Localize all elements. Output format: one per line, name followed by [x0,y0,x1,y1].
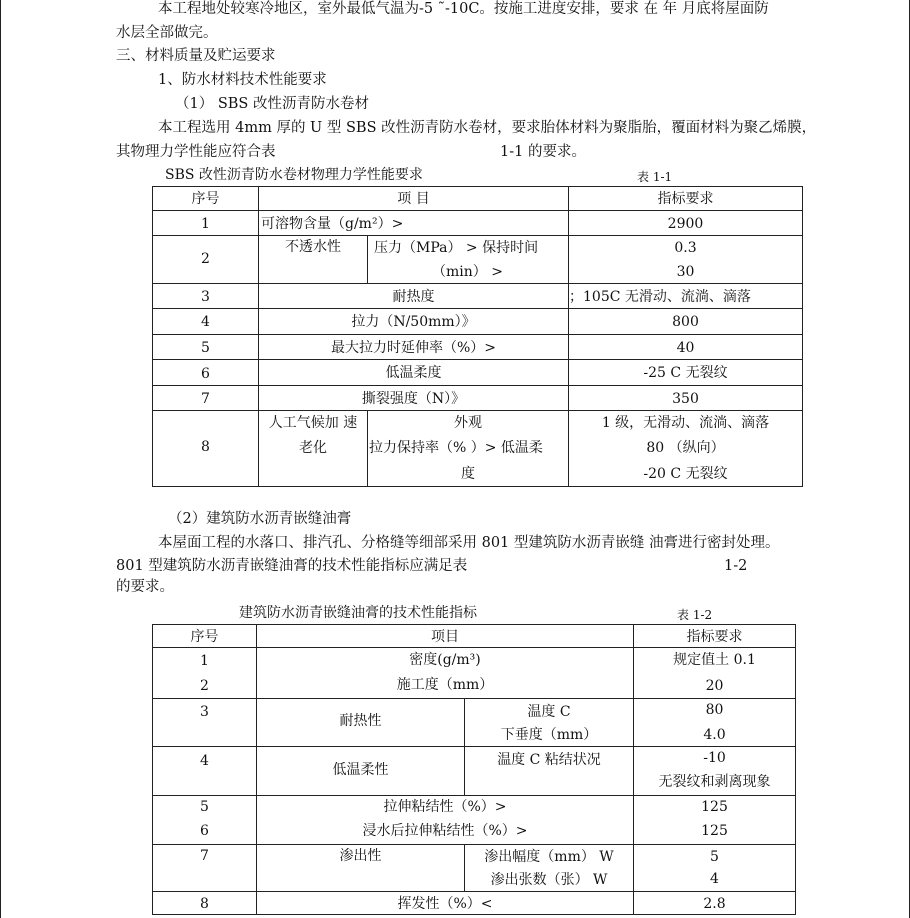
table-2-row-7-no: 7 [200,848,209,864]
table-1-row-7-no: 7 [201,391,210,407]
paragraph-1-line-1: 本工程选用 4mm 厚的 U 型 SBS 改性沥青防水卷材，要求胎体材料为聚脂胎，覆面材料为聚乙烯膜， [158,120,817,136]
table-2-row-8-value: 2.8 [703,896,726,912]
table-2-row-7-item: 渗出性 [339,848,382,864]
table-2-row-7-sub-1: 渗出幅度（mm） W [484,849,614,865]
table-2-row-4-no: 4 [200,753,209,769]
table-1-row-1-value: 2900 [667,216,704,232]
table-1-row-3-no: 3 [201,289,210,305]
table-2-row-7-sub-2: 渗出张数（张） W [490,872,608,888]
table-1-header-no: 序号 [191,191,220,207]
table-2-row-7-value-1: 5 [710,849,719,865]
table-2-row-8-item: 挥发性（%）< [397,896,493,912]
table-2-row-2-value: 20 [705,678,724,694]
table-1-row-2-value-2: 30 [676,264,695,280]
section-3-title: 三、材料质量及贮运要求 [116,48,276,64]
table-2-row-3-value-2: 4.0 [703,727,726,743]
paragraph-1-line-2b: 1-1 的要求。 [500,144,586,160]
table-1-row-8-value-3: -20 C 无裂纹 [643,466,728,482]
subsection-1-title: 1、防水材料技术性能要求 [158,72,327,88]
table-2-row-3-sub-2: 下垂度（mm） [500,727,598,743]
table-2-row-7-value-2: 4 [710,871,719,887]
table-1-row-2-value-1: 0.3 [674,240,697,256]
table-2-row-5-no: 5 [200,799,209,815]
table-2-header-no: 序号 [190,629,219,645]
table-1-row-7-value: 350 [672,391,699,407]
table-1-row-3-item: 耐热度 [392,289,435,305]
table-1-row-8-item-1: 人工气候加 速 [268,415,358,431]
paragraph-2-line-2a: 801 型建筑防水沥青嵌缝油膏的技术性能指标应满足表 [116,558,468,574]
table-1-row-6-value: -25 C 无裂纹 [643,365,728,381]
table-2-number: 表 1-2 [677,608,713,622]
table-1-row-8-value-2: 80 （纵向） [646,440,725,456]
table-1-row-8-value-1: 1 级，无滑动、流淌、滴落 [601,415,770,431]
table-1-row-1-item: 可溶物含量（g/m²）> [261,216,404,232]
table-2-row-4-value-1: -10 [703,750,726,766]
table-2-row-2-item: 施工度（mm） [396,677,494,693]
table-1-row-2-sub-2: （min） > [432,264,503,280]
paragraph-2-line-3: 的要求。 [116,579,174,595]
table-1-row-7-item: 撕裂强度（N）》 [361,391,466,407]
table-2-header-item: 项目 [431,629,459,645]
table-1-row-2-sub-1: 压力（MPa） > 保持时间 [374,240,539,256]
table-2-row-6-no: 6 [200,823,209,839]
table-1-row-6-item: 低温柔度 [385,365,442,381]
subsection-1a-title: （1） SBS 改性沥青防水卷材 [175,96,369,112]
table-2-row-5-item: 拉伸粘结性（%）> [383,799,507,815]
table-1-row-1-no: 1 [201,216,210,232]
table-2-row-3-item: 耐热性 [339,713,382,729]
table-1-number: 表 1-1 [637,170,673,184]
table-2-row-4-value-2: 无裂纹和剥离现象 [658,774,771,790]
table-2-row-3-no: 3 [200,704,209,720]
table-1-row-2-item: 不透水性 [285,239,341,255]
table-1-row-3-value: ；105C 无滑动、流淌、滴落 [569,289,751,305]
table-2-row-1-no: 1 [200,653,209,669]
table-1-row-4-item: 拉力（N/50mm）》 [351,314,476,330]
paragraph-1-line-2a: 其物理力学性能应符合表 [116,144,276,160]
table-2-row-6-item: 浸水后拉伸粘结性（%）> [362,823,528,839]
table-1-header-value: 指标要求 [657,191,714,207]
table-1-row-5-no: 5 [201,340,210,356]
table-2-row-1-value: 规定值土 0.1 [673,652,756,668]
table-2-row-4-sub-1: 温度 C 粘结状况 [497,752,601,768]
table-1-row-8-sub-3: 度 [461,466,475,482]
table-1-row-8-sub-2: 拉力保持率（% ）> 低温柔 [369,440,543,456]
table-2-row-4-item: 低温柔性 [332,762,389,778]
paragraph-2-line-2b: 1-2 [724,558,748,574]
table-2-row-3-value-1: 80 [705,702,724,718]
intro-line-1: 本工程地处较寒冷地区，室外最低气温为-5 ˜-10C。按施工进度安排，要求 在 年 月底将屋面防 [158,1,769,17]
table-1-row-8-no: 8 [201,439,210,455]
table-1-header-item: 项 目 [397,191,430,207]
table-1-row-5-value: 40 [676,340,695,356]
intro-line-2: 水层全部做完。 [116,25,218,41]
table-2-row-3-sub-1: 温度 C [527,704,571,720]
table-1-row-4-value: 800 [672,314,699,330]
table-2-caption: 建筑防水沥青嵌缝油膏的技术性能指标 [239,605,477,621]
table-2-row-2-no: 2 [200,678,209,694]
table-1-row-6-no: 6 [201,366,210,382]
table-1-row-8-item-2: 老化 [299,440,327,456]
table-2-row-5-value: 125 [701,799,728,815]
subsection-1b-title: （2）建筑防水沥青嵌缝油膏 [168,511,352,527]
table-1-row-4-no: 4 [201,314,210,330]
table-2-row-1-item: 密度(g/m³) [409,652,481,668]
table-1-row-2-no: 2 [201,251,210,267]
table-1-row-8-sub-1: 外观 [454,415,482,431]
table-2-row-6-value: 125 [701,823,728,839]
table-1-row-5-item: 最大拉力时延伸率（%）> [330,340,497,356]
table-2-row-8-no: 8 [200,896,209,912]
paragraph-2-line-1: 本屋面工程的水落口、排汽孔、分格缝等细部采用 801 型建筑防水沥青嵌缝 油膏进行密封处理。 [158,535,780,551]
table-2-header-value: 指标要求 [686,629,743,645]
table-1-caption: SBS 改性沥青防水卷材物理力学性能要求 [165,167,423,183]
